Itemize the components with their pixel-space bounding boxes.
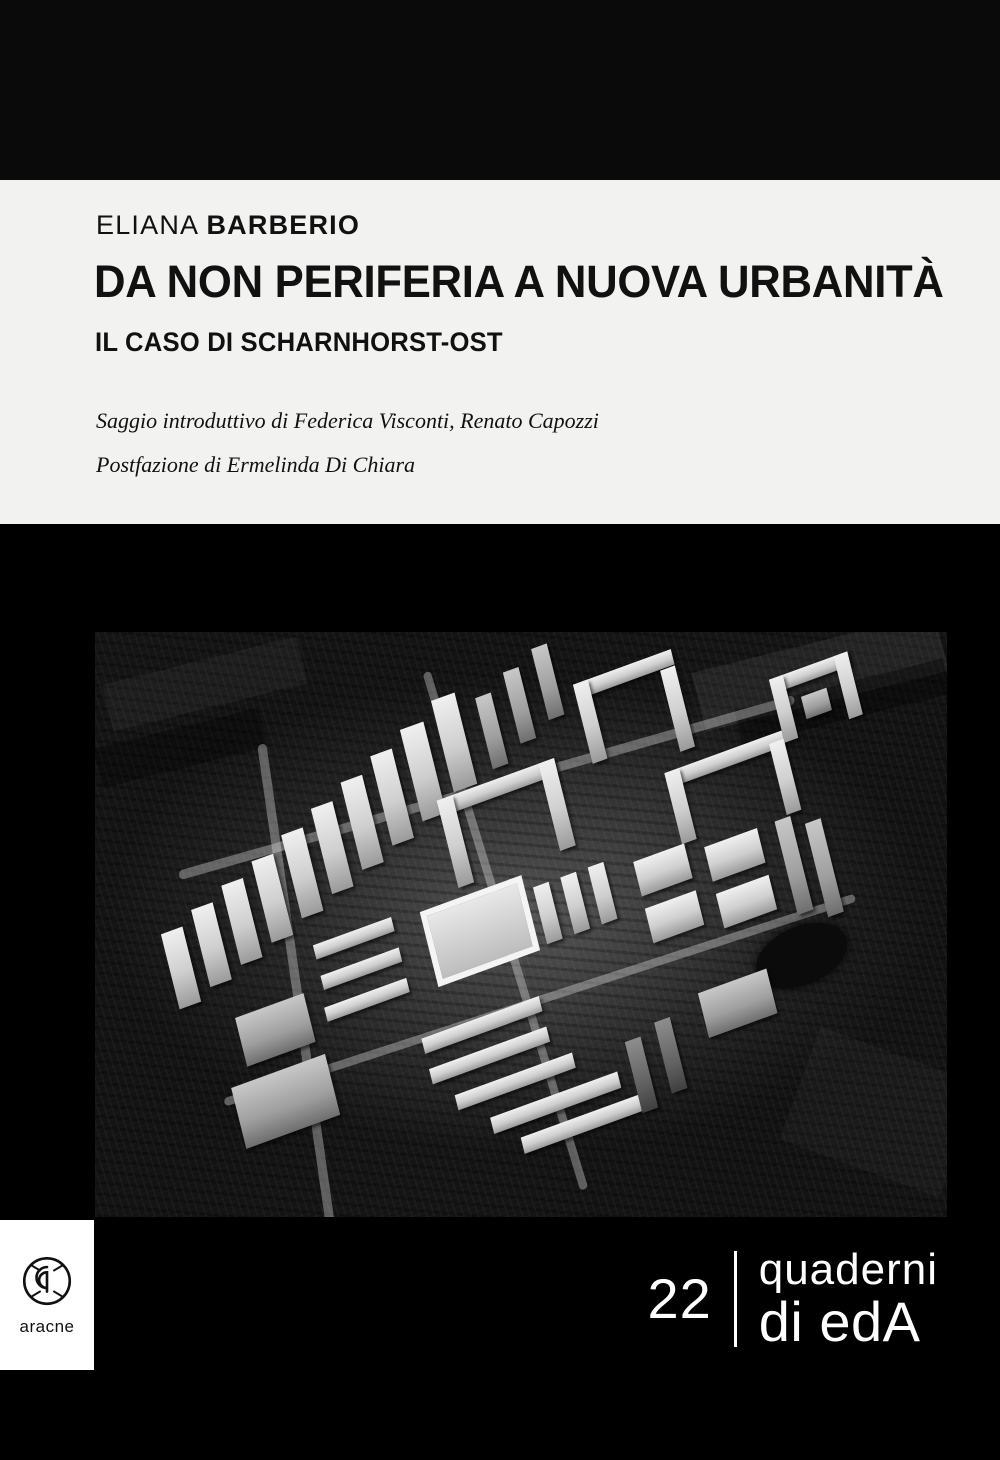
model-block <box>769 738 801 814</box>
model-block <box>311 801 354 894</box>
author-first-name: ELIANA <box>96 210 198 240</box>
model-block <box>560 871 590 934</box>
top-black-band <box>0 0 1000 180</box>
credit-line-intro: Saggio introduttivo di Federica Visconti, Renato Capozzi <box>96 408 599 433</box>
model-block <box>704 828 765 882</box>
series-block <box>647 1245 938 1353</box>
series-di-label: di <box>758 1289 820 1353</box>
series-number: 22 <box>647 1266 712 1330</box>
model-block <box>633 843 692 896</box>
model-block <box>645 890 704 943</box>
series-eda-label: edA <box>819 1289 921 1353</box>
model-block <box>716 874 777 928</box>
model-block <box>588 861 618 924</box>
series-line-quaderni: quaderni <box>758 1245 938 1294</box>
book-title: DA NON PERIFERIA A NUOVA URBANITÀ <box>94 256 944 307</box>
model-block <box>221 877 262 964</box>
model-block <box>231 1053 340 1148</box>
model-block <box>475 692 508 769</box>
series-line-edA <box>758 1289 938 1353</box>
aracne-spider-logo-icon <box>19 1253 75 1309</box>
book-subtitle: IL CASO DI SCHARNHORST-OST <box>95 327 503 357</box>
series-divider <box>734 1251 737 1347</box>
credit-line-postface: Postfazione di Ermelinda Di Chiara <box>96 452 415 477</box>
model-block <box>503 666 536 743</box>
publisher-name: aracne <box>19 1317 75 1336</box>
model-block <box>538 758 575 851</box>
model-block <box>573 679 607 763</box>
model-block <box>531 643 564 720</box>
model-block <box>431 692 477 792</box>
title-panel <box>0 180 1000 524</box>
model-block <box>533 881 563 944</box>
model-block <box>698 968 778 1038</box>
cover-image <box>95 632 947 1217</box>
model-block <box>801 687 832 719</box>
publisher-logo <box>0 1220 94 1370</box>
model-block <box>654 1016 687 1093</box>
author-last-name: BARBERIO <box>206 210 361 240</box>
author-name <box>96 210 360 241</box>
model-block <box>191 902 232 987</box>
central-plaza-block <box>420 875 540 987</box>
series-words <box>758 1245 938 1353</box>
model-block <box>161 926 201 1009</box>
